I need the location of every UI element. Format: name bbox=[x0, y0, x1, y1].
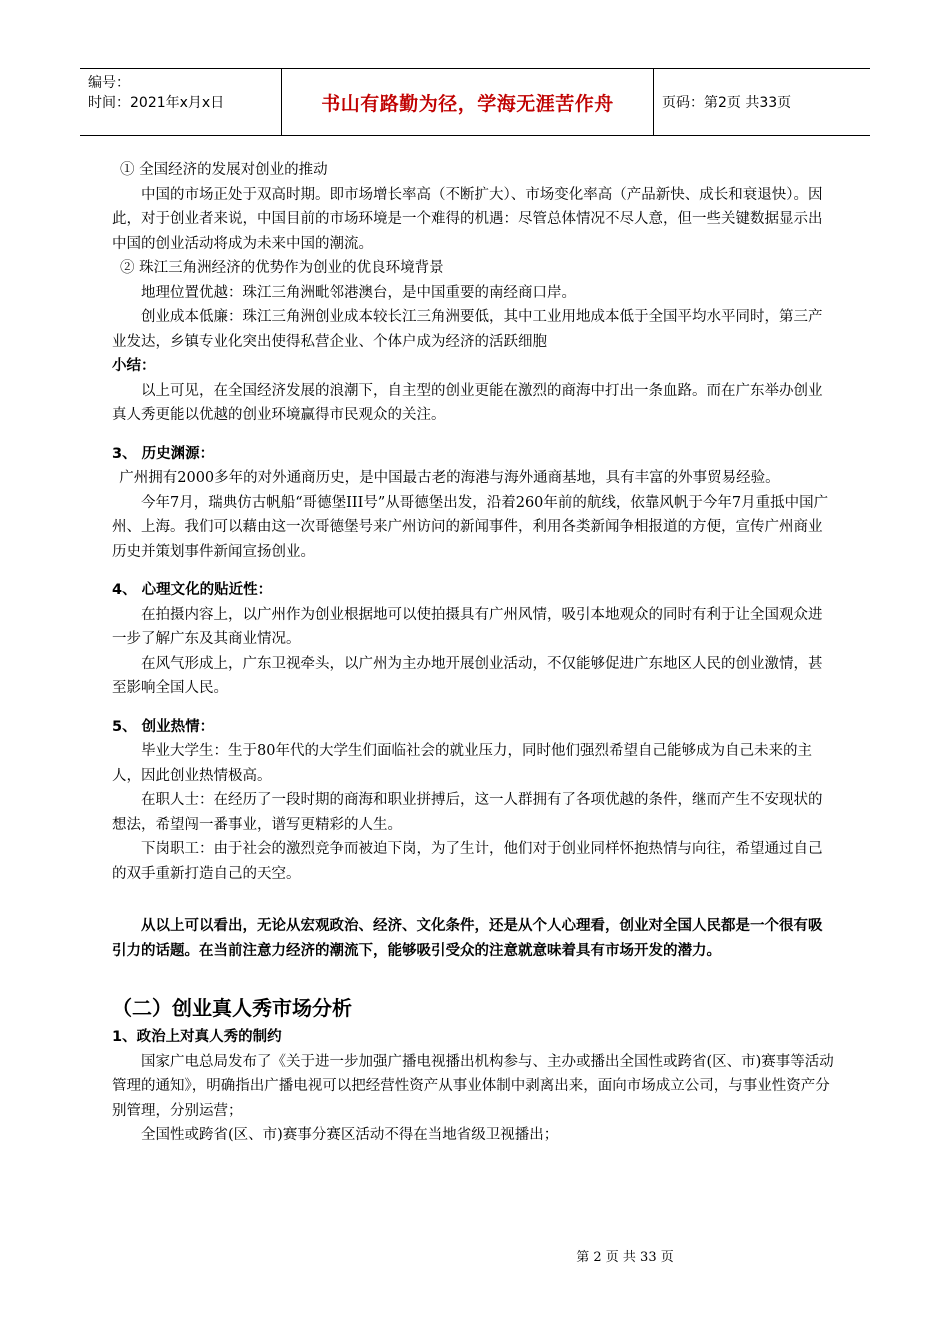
conclusion-text: 从以上可以看出，无论从宏观政治、经济、文化条件，还是从个人心理看，创业对全国人民都是一个很有吸引力的话题。在当前注意力经济的潮流下，能够吸引受众的注意就意味着具有市场开发的潜力。 bbox=[112, 918, 823, 959]
page-footer: 第 2 页 共 33 页 bbox=[576, 1250, 674, 1265]
section3-para1: 广州拥有2000多年的对外通商历史，是中国最古老的海港与海外通商基地，具有丰富的外事贸易经验。 bbox=[119, 470, 780, 486]
header-page-number: 页码：第2页 共33页 bbox=[662, 95, 792, 111]
summary-label: 小结： bbox=[112, 358, 156, 374]
section5-para2: 在职人士：在经历了一段时期的商海和职业拼搏后，这一人群拥有了各项优越的条件，继而产生不安现状的想法，希望闯一番事业，谱写更精彩的人生。 bbox=[112, 792, 823, 833]
subsection1-para1: 国家广电总局发布了《关于进一步加强广播电视播出机构参与、主办或播出全国性或跨省(区、市)赛事等活动管理的通知》，明确指出广播电视可以把经营性资产从事业体制中剥离出来，面向市场成立公司，与事业性资产分别管理，分别运营； bbox=[112, 1053, 834, 1119]
header-number: 编号： bbox=[88, 75, 130, 91]
summary-text: 以上可见，在全国经济发展的浪潮下，自主型的创业更能在激烈的商海中打出一条血路。而在广东举办创业真人秀更能以优越的创业环境赢得市民观众的关注。 bbox=[112, 382, 823, 423]
section5-para3: 下岗职工：由于社会的激烈竞争而被迫下岗，为了生计，他们对于创业同样怀抱热情与向往，希望通过自己的双手重新打造自己的天空。 bbox=[112, 841, 823, 882]
item1-title: ① 全国经济的发展对创业的推动 bbox=[120, 162, 328, 178]
document-body bbox=[112, 158, 836, 1148]
section4-heading: 4、 心理文化的贴近性： bbox=[112, 582, 273, 598]
section5-heading: 5、 创业热情： bbox=[112, 718, 215, 735]
section3-para2: 今年7月，瑞典仿古帆船“哥德堡III号”从哥德堡出发，沿着260年前的航线，依靠风帆于今年7月重抵中国广州、上海。我们可以藉由这一次哥德堡号来广州访问的新闻事件，利用各类新闻争相报道的方便，宣传广州商业历史并策划事件新闻宣扬创业。 bbox=[112, 494, 829, 560]
item2-title: ② 珠江三角洲经济的优势作为创业的优良环境背景 bbox=[120, 260, 444, 276]
section4-para2: 在风气形成上，广东卫视牵头，以广州为主办地开展创业活动，不仅能够促进广东地区人民的创业激情，甚至影响全国人民。 bbox=[112, 655, 823, 696]
subsection1-para2: 全国性或跨省(区、市)赛事分赛区活动不得在当地省级卫视播出； bbox=[141, 1127, 559, 1143]
item2-text-geography: 地理位置优越：珠江三角洲毗邻港澳台，是中国重要的南经商口岸。 bbox=[141, 284, 576, 301]
subsection1-heading: 1、政治上对真人秀的制约 bbox=[112, 1029, 282, 1045]
section2-title: （二）创业真人秀市场分析 bbox=[112, 996, 352, 1020]
section4-para1: 在拍摄内容上，以广州作为创业根据地可以使拍摄具有广州风情，吸引本地观众的同时有利于让全国观众进一步了解广东及其商业情况。 bbox=[112, 606, 823, 647]
item2-text-cost: 创业成本低廉：珠江三角洲创业成本较长江三角洲要低，其中工业用地成本低于全国平均水平同时，第三产业发达，乡镇专业化突出使得私营企业、个体户成为经济的活跃细胞 bbox=[112, 309, 823, 350]
page-header bbox=[80, 68, 870, 136]
header-motto: 书山有路勤为径，学海无涯苦作舟 bbox=[282, 69, 654, 135]
header-date: 时间：2021年x月x日 bbox=[88, 95, 225, 111]
item1-text: 中国的市场正处于双高时期。即市场增长率高（不断扩大）、市场变化率高（产品新快、成长和衰退快）。因此，对于创业者来说，中国目前的市场环境是一个难得的机遇：尽管总体情况不尽人意，但一些关键数据显示出中国的创业活动将成为未来中国的潮流。 bbox=[112, 186, 823, 252]
section5-para1: 毕业大学生：生于80年代的大学生们面临社会的就业压力，同时他们强烈希望自己能够成为自己未来的主人，因此创业热情极高。 bbox=[112, 743, 812, 784]
section3-heading: 3、 历史渊源： bbox=[112, 445, 215, 462]
header-meta bbox=[80, 69, 282, 135]
